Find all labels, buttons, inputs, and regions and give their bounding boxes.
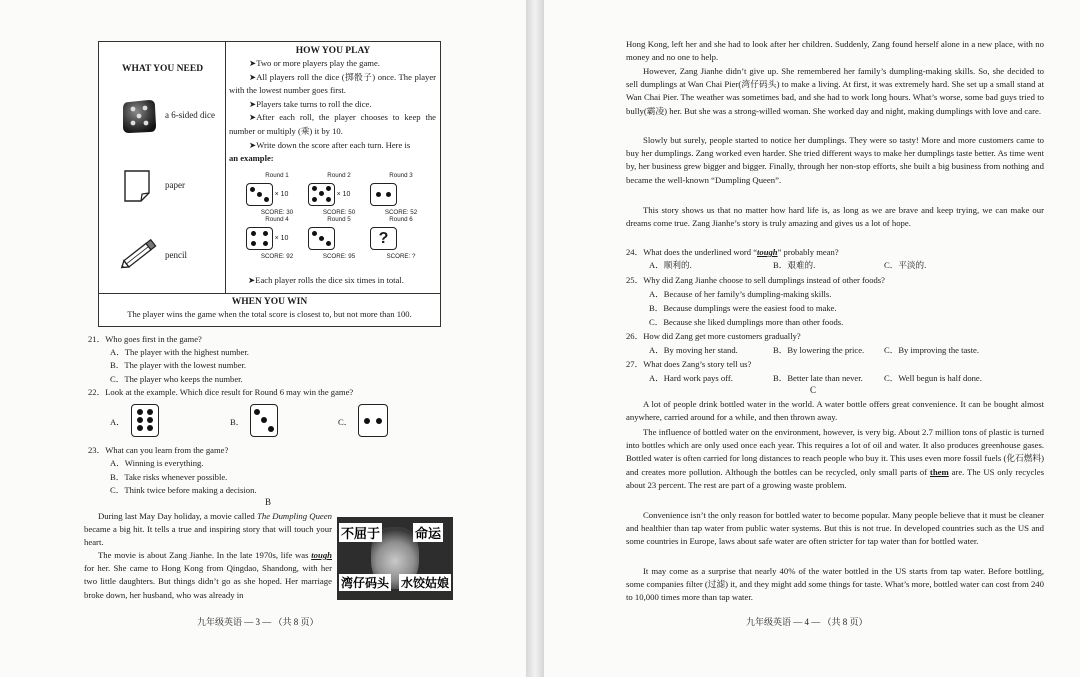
text-run: for her. She came to Hong Kong from Qingdao, Shandong, with her two little daughters. But things didn’t go as she hoped. Her marriage broke down, her husband, who was already in bbox=[84, 563, 332, 600]
question-24-option-a[interactable]: A．顺利的. bbox=[649, 260, 692, 270]
question-25-option-c[interactable]: C．Because she liked dumplings more than other foods. bbox=[649, 317, 844, 327]
die-face-3 bbox=[308, 227, 335, 250]
passage-b-paragraph-3: Hong Kong, left her and she had to look after her children. Suddenly, Zang found herself alone in a new place, with no money and no one to help. bbox=[626, 39, 1044, 63]
passage-b-paragraph-1 bbox=[84, 510, 332, 550]
text-run: are. The US only recycles about 23 percent. The rest are part of a growing waste problem. bbox=[626, 466, 1044, 490]
paper-icon bbox=[117, 166, 157, 206]
movie-title: The Dumpling Queen bbox=[257, 511, 332, 521]
text-run: 24．What does the underlined word “ bbox=[626, 247, 758, 257]
passage-b-paragraph-2 bbox=[84, 549, 332, 602]
rule-text: ➤Two or more players play the game. bbox=[249, 58, 380, 68]
score-label: SCORE: 52 bbox=[384, 209, 418, 216]
score-label: SCORE: 95 bbox=[322, 253, 356, 260]
die-face-3 bbox=[246, 183, 273, 206]
rule-text: ➤All players roll the dice (掷骰子) once. The player with the lowest number goes first. bbox=[229, 71, 436, 96]
question-24-word: tough bbox=[757, 247, 778, 257]
text-run: became a big hit. It tells a true and inspiring story that will touch your heart. bbox=[84, 524, 332, 548]
text-run: The influence of bottled water on the environment, however, is very big. About 2.7 million tons of plastic is turned into bottles which are only used once each year. This requires a lot of oil and water. It also produces greenhouse gases. Bottled water is often carried for long distances to reach people who buy it. This uses even more fossil fuels (化石燃料) and creates more pollution. Although the bottles can be recycled, only small parts of bbox=[626, 427, 1044, 477]
question-21-stem: 21．Who goes first in the game? bbox=[88, 334, 202, 344]
passage-c-paragraph-2 bbox=[626, 426, 1044, 492]
question-24-stem bbox=[626, 246, 839, 258]
score-label: SCORE: ? bbox=[386, 253, 416, 260]
poster-caption: 不屈于 bbox=[339, 523, 382, 542]
when-you-win-text: The player wins the game when the total score is closest to, but not more than 100. bbox=[127, 309, 412, 319]
score-row-2 bbox=[246, 253, 436, 260]
question-27-option-c[interactable]: C．Well begun is half done. bbox=[884, 373, 982, 383]
question-25-stem: 25．Why did Zang Jianhe choose to sell dumplings instead of other foods? bbox=[626, 275, 885, 285]
die-face-2 bbox=[370, 183, 397, 206]
question-22-stem: 22．Look at the example. Which dice result for Round 6 may win the game? bbox=[88, 387, 354, 397]
when-you-win-heading: WHEN YOU WIN bbox=[231, 297, 308, 307]
score-label: SCORE: 30 bbox=[260, 209, 294, 216]
what-you-need-heading: WHAT YOU NEED bbox=[121, 64, 204, 74]
question-23-option-c[interactable]: C．Think twice before making a decision. bbox=[110, 485, 257, 495]
score-row-1 bbox=[246, 209, 436, 216]
question-27-stem: 27．What does Zang’s story tell us? bbox=[626, 359, 752, 369]
question-22-option-c[interactable]: C． bbox=[338, 417, 353, 427]
need-item-label: paper bbox=[165, 180, 185, 190]
exam-page-3 bbox=[0, 0, 526, 677]
passage-c-paragraph-3: Convenience isn’t the only reason for bottled water to become popular. Many people believe that it must be cleaner and healthier than tap water from public water systems. But this is not true. In developed countries such as the US and some countries in Europe, laws about safe water are often stricter for tap water than for bottled water. bbox=[626, 510, 1044, 547]
book-gutter bbox=[526, 0, 544, 677]
text-run: During last May Day holiday, a movie called bbox=[98, 511, 258, 521]
text-run: ” probably mean? bbox=[777, 247, 839, 257]
dice-game-rules-box bbox=[98, 41, 441, 327]
question-26-option-b[interactable]: B．By lowering the price. bbox=[773, 345, 865, 355]
text-run: The movie is about Zang Jianhe. In the late 1970s, life was bbox=[98, 550, 312, 560]
question-24-option-b[interactable]: B．艰难的. bbox=[773, 260, 816, 270]
rules-list bbox=[226, 56, 440, 166]
how-you-play-column bbox=[226, 42, 440, 293]
question-22-option-b[interactable]: B． bbox=[230, 417, 245, 427]
passage-b-paragraph-6: This story shows us that no matter how hard life is, as long as we are brave and keep trying, we can make our dreams come true. Zang Jianhe’s story is truly amazing and gives us a lot of hope. bbox=[626, 205, 1044, 229]
section-b-heading: B bbox=[265, 497, 272, 507]
rule-text: an example: bbox=[229, 153, 274, 164]
question-24-option-c[interactable]: C．平淡的. bbox=[884, 260, 927, 270]
example-rounds bbox=[246, 172, 436, 260]
question-23-stem: 23．What can you learn from the game? bbox=[88, 445, 229, 455]
passage-b-paragraph-5: Slowly but surely, people started to notice her dumplings. They were so tasty! More and more customers came to buy her dumplings. Zang worked even harder. She tried different ways to make her dumplings taste better. As time went by, her business grew bigger and bigger. Finally, through her non-stop efforts, she built a big business from nothing and became the well-known “Dumpling Queen”. bbox=[626, 135, 1044, 185]
die-face-4 bbox=[246, 227, 273, 250]
rule-text: ➤Players take turns to roll the dice. bbox=[249, 98, 372, 109]
round-label: Round 1 bbox=[265, 172, 289, 179]
poster-caption: 水饺姑娘 bbox=[401, 576, 450, 590]
question-21-option-c[interactable]: C．The player who keeps the number. bbox=[110, 374, 243, 384]
round-label: Round 5 bbox=[327, 216, 351, 223]
option-a-die-six[interactable] bbox=[131, 404, 159, 437]
times-ten-label: × 10 bbox=[274, 190, 289, 198]
how-you-play-heading: HOW YOU PLAY bbox=[295, 46, 371, 56]
rule-text: ➤Each player rolls the dice six times in total. bbox=[248, 275, 404, 285]
page-footer: 九年级英语 — 4 — （共 8 页） bbox=[746, 617, 868, 627]
need-item-label: pencil bbox=[165, 250, 187, 260]
round-labels-row-2 bbox=[246, 216, 436, 223]
round-label: Round 2 bbox=[327, 172, 351, 179]
question-22-option-a[interactable]: A． bbox=[110, 417, 125, 427]
question-23-option-b[interactable]: B．Take risks whenever possible. bbox=[110, 472, 228, 482]
page-footer: 九年级英语 — 3 — （共 8 页） bbox=[197, 617, 319, 627]
round-dice-row-1 bbox=[246, 179, 436, 209]
die-face-5 bbox=[308, 183, 335, 206]
when-you-win-section bbox=[99, 293, 440, 326]
passage-c-paragraph-4: It may come as a surprise that nearly 40% of the water bottled in the US starts from tap water. Before bottling, some companies filter (过滤) it, and they might add some things for taste. What’s more, bottled water can cost from 240 to 10,000 times more than tap water. bbox=[626, 566, 1044, 603]
exam-page-4 bbox=[544, 0, 1080, 677]
passage-c-paragraph-1: A lot of people drink bottled water in the world. A water bottle offers great convenience. It can be bought almost anywhere, carried around for a while, and then thrown away. bbox=[626, 399, 1044, 423]
times-ten-label: × 10 bbox=[336, 190, 351, 198]
question-26-option-a[interactable]: A．By moving her stand. bbox=[649, 345, 738, 355]
die-unknown bbox=[370, 227, 397, 250]
pencil-icon bbox=[117, 235, 161, 273]
score-label: SCORE: 50 bbox=[322, 209, 356, 216]
round-label: Round 4 bbox=[265, 216, 289, 223]
what-you-need-column bbox=[99, 42, 226, 293]
round-label: Round 3 bbox=[389, 172, 413, 179]
underlined-word-tough: tough bbox=[311, 550, 332, 560]
poster-caption: 命运 bbox=[413, 523, 443, 542]
round-label: Round 6 bbox=[389, 216, 413, 223]
question-25-option-b[interactable]: B．Because dumplings were the easiest food to make. bbox=[649, 303, 837, 313]
question-21-option-b[interactable]: B．The player with the lowest number. bbox=[110, 360, 247, 370]
question-26-stem: 26．How did Zang get more customers gradually? bbox=[626, 331, 801, 341]
question-26-option-c[interactable]: C．By improving the taste. bbox=[884, 345, 980, 355]
question-25-option-a[interactable]: A．Because of her family’s dumpling-making skills. bbox=[649, 289, 832, 299]
passage-b-paragraph-4: However, Zang Jianhe didn’t give up. She remembered her family’s dumpling-making skills. So, she decided to sell dumplings at Wan Chai Pier(湾仔码头) to make a living. At first, it was extremely hard. She set up a small stand at Wan Chai Pier. The weather was sometimes bad, and she had to work long hours. What’s worse, some bad guys tried to bully(霸凌) her. But she was a strong-willed woman. She worked day and night, making dumplings with love and care. bbox=[626, 66, 1044, 116]
option-c-die-two[interactable] bbox=[358, 404, 388, 437]
question-27-option-b[interactable]: B．Better late than never. bbox=[773, 373, 863, 383]
times-ten-label: × 10 bbox=[274, 234, 289, 242]
option-b-die-three[interactable] bbox=[250, 404, 278, 437]
dice-icon bbox=[117, 94, 161, 138]
question-27-option-a[interactable]: A．Hard work pays off. bbox=[649, 373, 733, 383]
section-c-heading: C bbox=[810, 385, 817, 395]
question-23-option-a[interactable]: A．Winning is everything. bbox=[110, 458, 204, 468]
question-21-option-a[interactable]: A．The player with the highest number. bbox=[110, 347, 249, 357]
round-dice-row-2 bbox=[246, 223, 436, 253]
movie-poster-image bbox=[337, 517, 453, 600]
poster-caption: 湾仔码头 bbox=[341, 576, 390, 590]
underlined-word-them: them bbox=[929, 466, 949, 477]
unknown-die-mark: ? bbox=[378, 229, 389, 247]
round-labels-row-1 bbox=[246, 172, 436, 179]
rule-text: ➤After each roll, the player chooses to keep the number or multiply (乘) it by 10. bbox=[229, 112, 436, 136]
rule-text: ➤Write down the score after each turn. Here is bbox=[249, 139, 411, 150]
need-item-label: a 6-sided dice bbox=[165, 110, 215, 120]
score-label: SCORE: 92 bbox=[260, 253, 294, 260]
